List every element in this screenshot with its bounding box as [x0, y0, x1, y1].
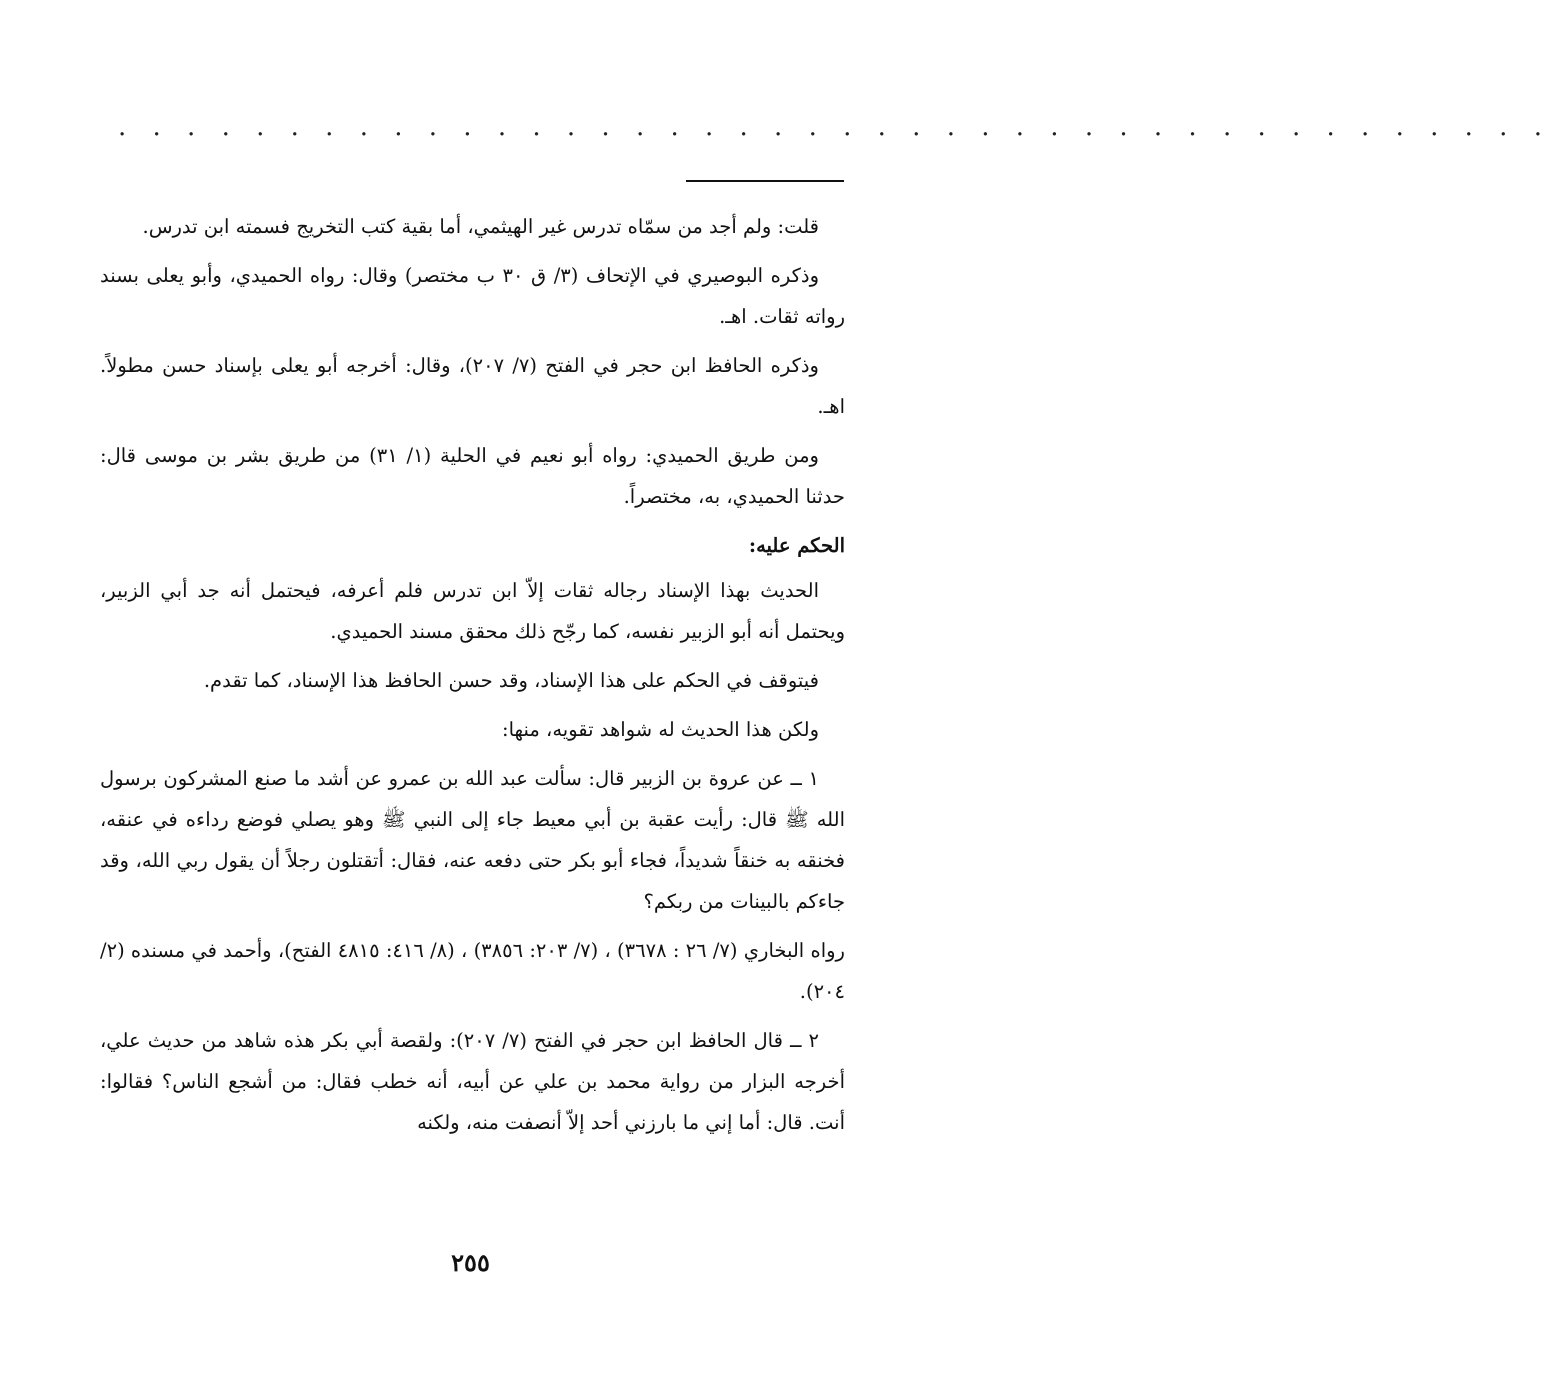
footnote-rule: [686, 180, 844, 182]
page-body: [100, 206, 845, 1151]
paragraph-3: وذكره الحافظ ابن حجر في الفتح (٧/ ٢٠٧)، وقال: أخرجه أبو يعلى بإسناد حسن مطولاً. اهـ.: [100, 354, 845, 418]
page-number: ٢٥٥: [451, 1248, 490, 1277]
paragraph-6: فيتوقف في الحكم على هذا الإسناد، وقد حسن الحافظ هذا الإسناد، كما تقدم.: [203, 669, 819, 692]
paragraph-2: وذكره البوصيري في الإتحاف (٣/ ق ٣٠ ب مختصر) وقال: رواه الحميدي، وأبو يعلى بسند رواته ثقات. اهـ.: [100, 264, 845, 328]
paragraph-8: ١ ــ عن عروة بن الزبير قال: سألت عبد الله بن عمرو عن أشد ما صنع المشركون برسول الله ﷺ قال: رأيت عقبة بن أبي معيط جاء إلى النبي ﷺ وهو يصلي فوضع رداءه في عنقه، فخنقه به خنقاً شديداً، فجاء أبو بكر حتى دفعه عنه، فقال: أتقتلون رجلاً أن يقول ربي الله، وقد جاءكم بالبينات من ربكم؟: [100, 767, 845, 913]
paragraph-9: رواه البخاري (٧/ ٢٦ : ٣٦٧٨) ، (٧/ ٢٠٣: ٣٨٥٦) ، (٨/ ٤١٦: ٤٨١٥ الفتح)، وأحمد في مسنده (٢/ ٢٠٤).: [100, 939, 845, 1003]
section-heading: الحكم عليه:: [748, 534, 845, 557]
paragraph-7: ولكن هذا الحديث له شواهد تقويه، منها:: [502, 718, 819, 741]
paragraph-1: قلت: ولم أجد من سمّاه تدرس غير الهيثمي، أما بقية كتب التخريج فسمته ابن تدرس.: [142, 215, 819, 238]
paragraph-10: ٢ ــ قال الحافظ ابن حجر في الفتح (٧/ ٢٠٧): ولقصة أبي بكر هذه شاهد من حديث علي، أخرجه البزار من رواية محمد بن علي عن أبيه، أنه خطب فقال: من أشجع الناس؟ فقالوا: أنت. قال: أما إني ما بارزني أحد إلاّ أنصفت منه، ولكنه: [100, 1029, 845, 1134]
paragraph-4: ومن طريق الحميدي: رواه أبو نعيم في الحلية (١/ ٣١) من طريق بشر بن موسى قال: حدثنا الحميدي، به، مختصراً.: [100, 444, 845, 508]
paragraph-5: الحديث بهذا الإسناد رجاله ثقات إلاّ ابن تدرس فلم أعرفه، فيحتمل أنه جد أبي الزبير، ويحتمل أنه أبو الزبير نفسه، كما رجّح ذلك محقق مسند الحميدي.: [100, 579, 845, 643]
dotted-separator: . . . . . . . . . . . . . . . . . . . . . . . . . . . . . . . . . . . . . . . . . .: [118, 112, 1551, 142]
